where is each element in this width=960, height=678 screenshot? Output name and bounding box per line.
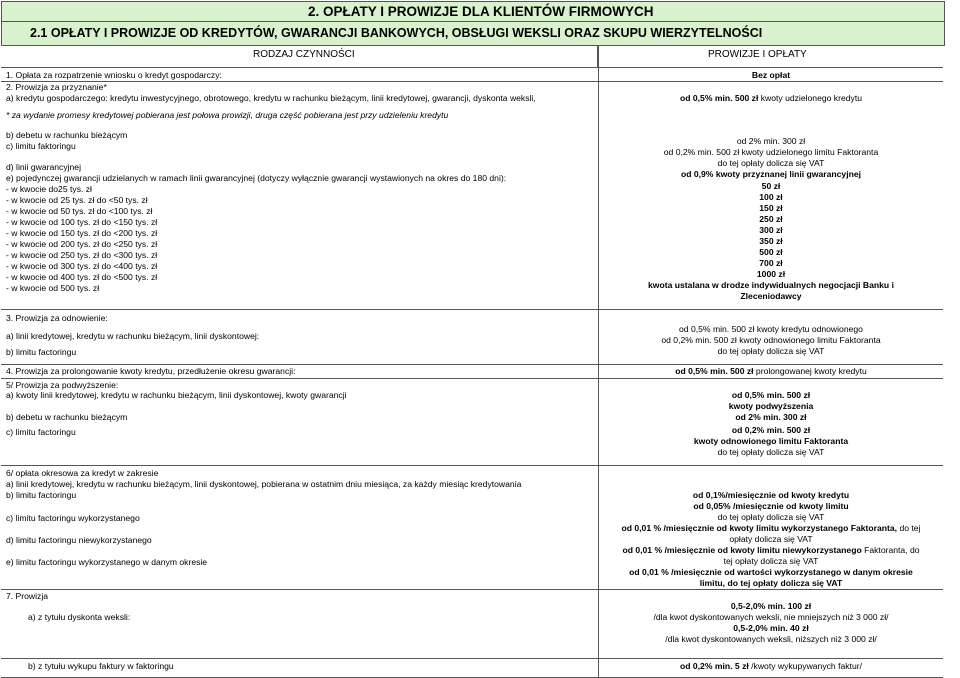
- row-separator: [1, 309, 943, 310]
- item-5a: a) kwoty linii kredytowej, kredytu w rachunku bieżącym, linii dyskontowej, kwoty gwarancji: [6, 390, 347, 400]
- fee-tier-7: 500 zł: [759, 247, 783, 257]
- fee-2c-vat: do tej opłaty dolicza się VAT: [717, 158, 825, 168]
- fee-7a-2-note: /dla kwot dyskontowanych weksli, niższych niż 3 000 zł/: [665, 634, 877, 644]
- fee-tier-5: 300 zł: [759, 225, 783, 235]
- fee-6e: od 0,01 % /miesięcznie od wartości wykorzystanego w danym okresie: [629, 567, 913, 577]
- item-2a: a) kredytu gospodarczego: kredytu inwestycyjnego, obrotowego, kredytu w rachunku bieżącym, linii kredytowej, gwarancji, dyskonta weksli,: [6, 93, 536, 103]
- fee-5b: od 2% min. 300 zł: [735, 412, 807, 422]
- guarantee-tier-2: - w kwocie od 25 tys. zł do <50 tys. zł: [6, 195, 148, 205]
- page-title: 2. OPŁATY I PROWIZJE DLA KLIENTÓW FIRMOWYCH: [308, 4, 654, 19]
- guarantee-tier-7: - w kwocie od 250 tys. zł do <300 tys. zł: [6, 250, 158, 260]
- fee-4: od 0,5% min. 500 zł prolongowanej kwoty kredytu: [675, 366, 867, 376]
- guarantee-tier-8: - w kwocie od 300 tys. zł do <400 tys. zł: [6, 261, 158, 271]
- guarantee-tier-10: - w kwocie od 500 tys. zł: [6, 283, 100, 293]
- fee-2c: od 0,2% min. 500 zł kwoty udzielonego limitu Faktoranta: [663, 147, 879, 157]
- fee-3a: od 0,5% min. 500 zł kwoty kredytu odnowionego: [679, 324, 863, 334]
- fee-tier-10-cont: Zleceniodawcy: [740, 291, 802, 301]
- title-bar: [1, 1, 945, 22]
- fee-tier-1: 50 zł: [761, 181, 781, 191]
- fee-tier-9: 1000 zł: [756, 269, 786, 279]
- item-7a: a) z tytułu dyskonta weksli:: [28, 612, 131, 622]
- column-header-fees: [598, 45, 943, 68]
- column-header-activity-label: RODZAJ CZYNNOŚCI: [253, 49, 355, 60]
- section-title: 2.1 OPŁATY I PROWIZJE OD KREDYTÓW, GWARANCJI BANKOWYCH, OBSŁUGI WEKSLI ORAZ SKUPU WIERZYTELNOŚCI: [30, 26, 763, 40]
- row-separator: [1, 378, 943, 379]
- fee-3b-vat: do tej opłaty dolicza się VAT: [717, 346, 825, 356]
- fee-5a-cont: kwoty podwyższenia: [728, 401, 814, 411]
- fee-5c: od 0,2% min. 500 zł: [731, 425, 811, 435]
- item-7: 7. Prowizja: [6, 591, 49, 601]
- item-3: 3. Prowizja za odnowienie:: [6, 313, 108, 323]
- row-separator: [1, 589, 943, 590]
- fee-6c-vat: opłaty dolicza się VAT: [729, 534, 813, 544]
- item-6e: e) limitu factoringu wykorzystanego w danym okresie: [6, 557, 208, 567]
- fee-tier-3: 150 zł: [759, 203, 783, 213]
- fee-7a: 0,5-2,0% min. 100 zł: [730, 601, 812, 611]
- column-header-fees-label: PROWIZJE I OPŁATY: [708, 49, 807, 60]
- item-5c: c) limitu factoringu: [6, 427, 76, 437]
- fee-7a-note: /dla kwot dyskontowanych weksli, nie mniejszych niż 3 000 zł/: [653, 612, 889, 622]
- row-separator: [1, 364, 943, 365]
- column-header-activity: [1, 45, 598, 68]
- subtitle-bar: [1, 21, 945, 46]
- column-divider: [598, 45, 599, 678]
- guarantee-tier-5: - w kwocie od 150 tys. zł do <200 tys. zł: [6, 228, 158, 238]
- fee-tier-8: 700 zł: [759, 258, 783, 268]
- fee-7b: od 0,2% min. 5 zł /kwoty wykupywanych faktur/: [680, 661, 862, 671]
- row-separator: [1, 658, 943, 659]
- item-5: 5/ Prowizja za podwyższenie:: [6, 380, 119, 390]
- fee-6a: od 0,1%/miesięcznie od kwoty kredytu: [692, 490, 850, 500]
- guarantee-tier-9: - w kwocie od 400 tys. zł do <500 tys. zł: [6, 272, 158, 282]
- fee-7a-2: 0,5-2,0% min. 40 zł: [733, 623, 809, 633]
- fee-tier-6: 350 zł: [759, 236, 783, 246]
- item-6d: d) limitu factoringu niewykorzystanego: [6, 535, 152, 545]
- fee-5c-vat: do tej opłaty dolicza się VAT: [717, 447, 825, 457]
- item-6c: c) limitu factoringu wykorzystanego: [6, 513, 140, 523]
- guarantee-tier-6: - w kwocie od 200 tys. zł do <250 tys. zł: [6, 239, 158, 249]
- item-5b: b) debetu w rachunku bieżącym: [6, 412, 128, 422]
- guarantee-tier-1: - w kwocie do25 tys. zł: [6, 184, 92, 194]
- item-2b: b) debetu w rachunku bieżącym: [6, 130, 128, 140]
- fee-2a: od 0,5% min. 500 zł kwoty udzielonego kredytu: [680, 93, 862, 103]
- fee-6c: od 0,01 % /miesięcznie od kwoty limitu wykorzystanego Faktoranta, do tej: [621, 523, 921, 533]
- fee-1: Bez opłat: [751, 70, 791, 80]
- item-2d: d) linii gwarancyjnej: [6, 162, 81, 172]
- fee-tier-4: 250 zł: [759, 214, 783, 224]
- fee-6e-cont: limitu, do tej opłaty dolicza się VAT: [699, 578, 843, 588]
- row-separator: [1, 81, 943, 82]
- item-6a: a) linii kredytowej, kredytu w rachunku bieżącym, linii dyskontowej, pobierana w ostatnim dniu miesiąca, za każdy miesiąc kredytowania: [6, 479, 522, 489]
- fee-3b: od 0,2% min. 500 zł kwoty odnowionego limitu Faktoranta: [661, 335, 881, 345]
- fee-tier-10: kwota ustalana w drodze indywidualnych negocjacji Banku i: [648, 280, 894, 290]
- fee-6d-vat: tej opłaty dolicza się VAT: [723, 556, 819, 566]
- row-separator: [1, 465, 943, 466]
- item-2e: e) pojedynczej gwarancji udzielanych w ramach linii gwarancyjnej (dotyczy wyłącznie gwarancji wystawionych na okres do 180 dni):: [6, 173, 507, 183]
- item-6b: b) limitu factoringu: [6, 490, 77, 500]
- guarantee-tier-3: - w kwocie od 50 tys. zł do <100 tys. zł: [6, 206, 153, 216]
- fee-tier-2: 100 zł: [759, 192, 783, 202]
- promise-note: * za wydanie promesy kredytowej pobierana jest połowa prowizji, druga część pobierana jest przy udzieleniu kredytu: [6, 110, 449, 120]
- fee-2d: od 0,9% kwoty przyznanej linii gwarancyjnej: [680, 169, 862, 179]
- item-2c: c) limitu faktoringu: [6, 141, 76, 151]
- fee-5a: od 0,5% min. 500 zł: [731, 390, 811, 400]
- item-4: 4. Prowizja za prolongowanie kwoty kredytu, przedłużenie okresu gwarancji:: [6, 366, 296, 376]
- fee-6d: od 0,01 % /miesięcznie od kwoty limitu niewykorzystanego Faktoranta, do: [622, 545, 920, 555]
- item-1: 1. Opłata za rozpatrzenie wniosku o kredyt gospodarczy:: [6, 70, 222, 80]
- item-3a: a) linii kredytowej, kredytu w rachunku bieżącym, linii dyskontowej:: [6, 331, 260, 341]
- item-2: 2. Prowizja za przyznanie*: [6, 82, 107, 92]
- item-3b: b) limitu factoringu: [6, 347, 77, 357]
- fee-5c-cont: kwoty odnowionego limitu Faktoranta: [693, 436, 849, 446]
- item-7b: b) z tytułu wykupu faktury w faktoringu: [28, 661, 174, 671]
- fee-6b-vat: do tej opłaty dolicza się VAT: [717, 512, 825, 522]
- guarantee-tier-4: - w kwocie od 100 tys. zł do <150 tys. zł: [6, 217, 158, 227]
- fee-2b: od 2% min. 300 zł: [736, 136, 806, 146]
- fee-6b: od 0,05% /miesięcznie od kwoty limitu: [693, 501, 849, 511]
- item-6: 6/ opłata okresowa za kredyt w zakresie: [6, 468, 159, 478]
